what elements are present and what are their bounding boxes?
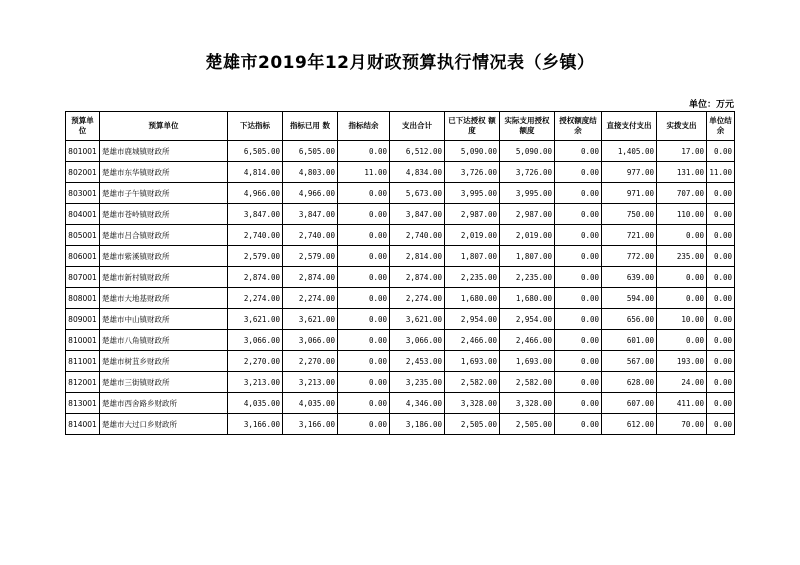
cell-authorized: 2,582.00 [445, 372, 500, 393]
table-row [66, 225, 735, 246]
cell-used: 3,166.00 [283, 414, 338, 435]
cell-authorized: 2,466.00 [445, 330, 500, 351]
cell-direct-payment: 628.00 [602, 372, 657, 393]
cell-actual-used: 2,987.00 [500, 204, 555, 225]
cell-total-spending: 4,834.00 [390, 162, 445, 183]
cell-authorized: 2,235.00 [445, 267, 500, 288]
cell-unit-balance: 0.00 [707, 288, 735, 309]
cell-actual-used: 1,807.00 [500, 246, 555, 267]
cell-unit-name: 楚雄市三街镇财政所 [100, 372, 228, 393]
cell-total-spending: 3,235.00 [390, 372, 445, 393]
col-header-direct-payment: 直接支付支出 [602, 112, 657, 141]
cell-allocated: 2,874.00 [228, 267, 283, 288]
cell-authorized: 5,090.00 [445, 141, 500, 162]
cell-direct-payment: 612.00 [602, 414, 657, 435]
col-header-unit-balance: 单位结余 [707, 112, 735, 141]
cell-unit-balance: 0.00 [707, 330, 735, 351]
cell-balance: 0.00 [338, 204, 390, 225]
cell-unit-name: 楚雄市西舍路乡财政所 [100, 393, 228, 414]
col-header-authorized: 已下达授权 额 度 [445, 112, 500, 141]
col-header-unit-name: 预算单位 [100, 112, 228, 141]
cell-used: 2,274.00 [283, 288, 338, 309]
table-row [66, 162, 735, 183]
cell-unit-balance: 0.00 [707, 372, 735, 393]
cell-code: 805001 [66, 225, 100, 246]
cell-allocated: 3,621.00 [228, 309, 283, 330]
cell-auth-balance: 0.00 [555, 414, 602, 435]
cell-actual-used: 2,466.00 [500, 330, 555, 351]
col-header-used: 指标已用 数 [283, 112, 338, 141]
cell-unit-balance: 11.00 [707, 162, 735, 183]
cell-unit-balance: 0.00 [707, 267, 735, 288]
cell-unit-balance: 0.00 [707, 309, 735, 330]
cell-actual-used: 2,505.00 [500, 414, 555, 435]
cell-auth-balance: 0.00 [555, 141, 602, 162]
cell-auth-balance: 0.00 [555, 267, 602, 288]
cell-authorized: 2,505.00 [445, 414, 500, 435]
cell-unit-name: 楚雄市中山镇财政所 [100, 309, 228, 330]
cell-unit-balance: 0.00 [707, 393, 735, 414]
cell-direct-payment: 567.00 [602, 351, 657, 372]
cell-unit-balance: 0.00 [707, 141, 735, 162]
table-row [66, 330, 735, 351]
cell-unit-name: 楚雄市苍岭镇财政所 [100, 204, 228, 225]
cell-balance: 0.00 [338, 372, 390, 393]
cell-used: 4,966.00 [283, 183, 338, 204]
cell-allocated: 3,066.00 [228, 330, 283, 351]
cell-unit-balance: 0.00 [707, 414, 735, 435]
cell-allocated: 2,740.00 [228, 225, 283, 246]
table-row [66, 372, 735, 393]
cell-unit-balance: 0.00 [707, 351, 735, 372]
cell-authorized: 3,726.00 [445, 162, 500, 183]
cell-unit-name: 楚雄市吕合镇财政所 [100, 225, 228, 246]
cell-actual-used: 2,582.00 [500, 372, 555, 393]
cell-authorized: 2,987.00 [445, 204, 500, 225]
cell-allocated: 3,847.00 [228, 204, 283, 225]
cell-allocated: 4,814.00 [228, 162, 283, 183]
cell-used: 3,213.00 [283, 372, 338, 393]
cell-actual-used: 2,235.00 [500, 267, 555, 288]
cell-auth-balance: 0.00 [555, 330, 602, 351]
cell-appropriation: 17.00 [657, 141, 707, 162]
cell-balance: 0.00 [338, 309, 390, 330]
cell-used: 3,621.00 [283, 309, 338, 330]
col-header-balance: 指标结余 [338, 112, 390, 141]
cell-direct-payment: 601.00 [602, 330, 657, 351]
cell-authorized: 1,693.00 [445, 351, 500, 372]
cell-authorized: 3,328.00 [445, 393, 500, 414]
cell-total-spending: 3,066.00 [390, 330, 445, 351]
cell-unit-name: 楚雄市东华镇财政所 [100, 162, 228, 183]
cell-auth-balance: 0.00 [555, 204, 602, 225]
cell-total-spending: 3,847.00 [390, 204, 445, 225]
cell-balance: 11.00 [338, 162, 390, 183]
cell-code: 802001 [66, 162, 100, 183]
table-row [66, 141, 735, 162]
cell-unit-name: 楚雄市八角镇财政所 [100, 330, 228, 351]
cell-auth-balance: 0.00 [555, 351, 602, 372]
cell-code: 809001 [66, 309, 100, 330]
cell-authorized: 2,019.00 [445, 225, 500, 246]
cell-balance: 0.00 [338, 351, 390, 372]
cell-used: 2,270.00 [283, 351, 338, 372]
cell-appropriation: 0.00 [657, 288, 707, 309]
table-row [66, 309, 735, 330]
cell-direct-payment: 977.00 [602, 162, 657, 183]
cell-total-spending: 2,814.00 [390, 246, 445, 267]
cell-authorized: 1,807.00 [445, 246, 500, 267]
cell-allocated: 2,579.00 [228, 246, 283, 267]
budget-table [65, 111, 735, 435]
cell-direct-payment: 772.00 [602, 246, 657, 267]
cell-unit-name: 楚雄市大过口乡财政所 [100, 414, 228, 435]
cell-actual-used: 1,693.00 [500, 351, 555, 372]
cell-actual-used: 3,995.00 [500, 183, 555, 204]
cell-unit-balance: 0.00 [707, 225, 735, 246]
cell-total-spending: 2,274.00 [390, 288, 445, 309]
cell-actual-used: 5,090.00 [500, 141, 555, 162]
col-header-allocated: 下达指标 [228, 112, 283, 141]
cell-direct-payment: 639.00 [602, 267, 657, 288]
cell-balance: 0.00 [338, 393, 390, 414]
cell-auth-balance: 0.00 [555, 162, 602, 183]
cell-total-spending: 2,874.00 [390, 267, 445, 288]
cell-appropriation: 235.00 [657, 246, 707, 267]
cell-appropriation: 0.00 [657, 267, 707, 288]
cell-unit-name: 楚雄市鹿城镇财政所 [100, 141, 228, 162]
cell-used: 4,803.00 [283, 162, 338, 183]
table-row [66, 183, 735, 204]
cell-allocated: 3,166.00 [228, 414, 283, 435]
table-row [66, 288, 735, 309]
cell-auth-balance: 0.00 [555, 393, 602, 414]
cell-code: 801001 [66, 141, 100, 162]
cell-code: 814001 [66, 414, 100, 435]
cell-used: 2,579.00 [283, 246, 338, 267]
page-title: 楚雄市2019年12月财政预算执行情况表（乡镇） [205, 53, 595, 73]
cell-direct-payment: 1,405.00 [602, 141, 657, 162]
cell-total-spending: 2,453.00 [390, 351, 445, 372]
col-header-auth-balance: 授权额度结余 [555, 112, 602, 141]
cell-balance: 0.00 [338, 414, 390, 435]
cell-unit-name: 楚雄市紫溪镇财政所 [100, 246, 228, 267]
cell-authorized: 2,954.00 [445, 309, 500, 330]
cell-appropriation: 24.00 [657, 372, 707, 393]
table-header-row [66, 112, 735, 141]
table-row [66, 414, 735, 435]
cell-code: 811001 [66, 351, 100, 372]
cell-allocated: 3,213.00 [228, 372, 283, 393]
cell-appropriation: 70.00 [657, 414, 707, 435]
cell-auth-balance: 0.00 [555, 246, 602, 267]
cell-code: 803001 [66, 183, 100, 204]
cell-allocated: 4,035.00 [228, 393, 283, 414]
table-row [66, 267, 735, 288]
col-header-total-spending: 支出合计 [390, 112, 445, 141]
cell-auth-balance: 0.00 [555, 288, 602, 309]
cell-balance: 0.00 [338, 267, 390, 288]
cell-authorized: 1,680.00 [445, 288, 500, 309]
cell-allocated: 2,270.00 [228, 351, 283, 372]
cell-unit-balance: 0.00 [707, 183, 735, 204]
cell-allocated: 4,966.00 [228, 183, 283, 204]
cell-appropriation: 110.00 [657, 204, 707, 225]
cell-used: 6,505.00 [283, 141, 338, 162]
cell-code: 808001 [66, 288, 100, 309]
table-row [66, 393, 735, 414]
table-row [66, 204, 735, 225]
cell-balance: 0.00 [338, 246, 390, 267]
cell-unit-name: 楚雄市新村镇财政所 [100, 267, 228, 288]
cell-code: 813001 [66, 393, 100, 414]
cell-total-spending: 6,512.00 [390, 141, 445, 162]
cell-used: 3,847.00 [283, 204, 338, 225]
cell-auth-balance: 0.00 [555, 225, 602, 246]
cell-actual-used: 2,019.00 [500, 225, 555, 246]
cell-direct-payment: 607.00 [602, 393, 657, 414]
cell-balance: 0.00 [338, 288, 390, 309]
cell-unit-name: 楚雄市子午镇财政所 [100, 183, 228, 204]
table-row [66, 246, 735, 267]
cell-total-spending: 4,346.00 [390, 393, 445, 414]
cell-appropriation: 193.00 [657, 351, 707, 372]
cell-code: 812001 [66, 372, 100, 393]
cell-balance: 0.00 [338, 183, 390, 204]
cell-appropriation: 411.00 [657, 393, 707, 414]
cell-allocated: 2,274.00 [228, 288, 283, 309]
cell-code: 807001 [66, 267, 100, 288]
table-row [66, 351, 735, 372]
cell-appropriation: 0.00 [657, 225, 707, 246]
cell-used: 4,035.00 [283, 393, 338, 414]
cell-balance: 0.00 [338, 141, 390, 162]
cell-total-spending: 3,186.00 [390, 414, 445, 435]
cell-code: 806001 [66, 246, 100, 267]
cell-actual-used: 2,954.00 [500, 309, 555, 330]
cell-allocated: 6,505.00 [228, 141, 283, 162]
cell-direct-payment: 656.00 [602, 309, 657, 330]
cell-actual-used: 1,680.00 [500, 288, 555, 309]
cell-auth-balance: 0.00 [555, 372, 602, 393]
unit-label: 单位：万元 [688, 100, 734, 110]
cell-authorized: 3,995.00 [445, 183, 500, 204]
cell-code: 804001 [66, 204, 100, 225]
cell-code: 810001 [66, 330, 100, 351]
cell-appropriation: 707.00 [657, 183, 707, 204]
cell-direct-payment: 750.00 [602, 204, 657, 225]
cell-direct-payment: 721.00 [602, 225, 657, 246]
cell-unit-balance: 0.00 [707, 246, 735, 267]
cell-used: 2,740.00 [283, 225, 338, 246]
cell-total-spending: 3,621.00 [390, 309, 445, 330]
cell-direct-payment: 594.00 [602, 288, 657, 309]
cell-unit-balance: 0.00 [707, 204, 735, 225]
cell-balance: 0.00 [338, 330, 390, 351]
cell-appropriation: 131.00 [657, 162, 707, 183]
cell-direct-payment: 971.00 [602, 183, 657, 204]
col-header-appropriation: 实拨支出 [657, 112, 707, 141]
cell-auth-balance: 0.00 [555, 309, 602, 330]
cell-appropriation: 10.00 [657, 309, 707, 330]
col-header-actual-used: 实际支用授权额度 [500, 112, 555, 141]
cell-actual-used: 3,328.00 [500, 393, 555, 414]
cell-total-spending: 5,673.00 [390, 183, 445, 204]
col-header-code: 预算单位 [66, 112, 100, 141]
cell-used: 3,066.00 [283, 330, 338, 351]
cell-balance: 0.00 [338, 225, 390, 246]
cell-total-spending: 2,740.00 [390, 225, 445, 246]
cell-actual-used: 3,726.00 [500, 162, 555, 183]
cell-used: 2,874.00 [283, 267, 338, 288]
cell-unit-name: 楚雄市大地基财政所 [100, 288, 228, 309]
cell-unit-name: 楚雄市树苴乡财政所 [100, 351, 228, 372]
cell-auth-balance: 0.00 [555, 183, 602, 204]
cell-appropriation: 0.00 [657, 330, 707, 351]
